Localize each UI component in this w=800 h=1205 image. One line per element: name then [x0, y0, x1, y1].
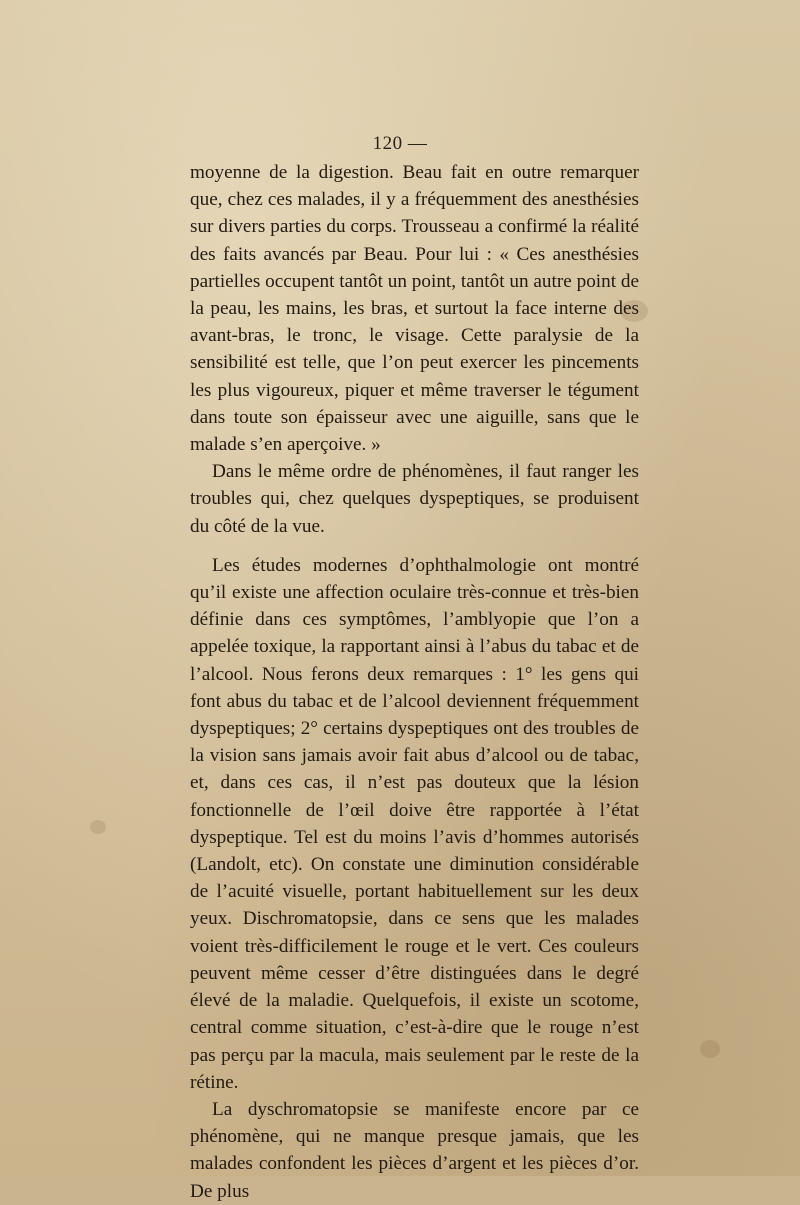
page-number: 120 —: [372, 133, 428, 154]
body-text: [190, 159, 639, 1205]
paragraph: Les études modernes d’ophthalmologie ont montré qu’il existe une affection oculaire très-connue et très-bien définie dans ces symptômes, l’amblyopie que l’on a appelée toxique, la rapportant ainsi à l’abus du tabac et de l’alcool. Nous ferons deux remarques : 1° les gens qui font abus du tabac et de l’alcool deviennent fréquemment dyspeptiques; 2° certains dyspeptiques ont des troubles de la vision sans jamais avoir fait abus d’alcool ou de tabac, et, dans ces cas, il n’est pas douteux que la lésion fonctionnelle de l’œil doive être rapportée à l’état dyspeptique. Tel est du moins l’avis d’hommes autorisés (Landolt, etc). On constate une diminution considérable de l’acuité visuelle, portant habituellement sur les deux yeux. Dischromatopsie, dans ce sens que les malades voient très-difficilement le rouge et le vert. Ces couleurs peuvent même cesser d’être distinguées dans le degré élevé de la maladie. Quelquefois, il existe un scotome, central comme situation, c’est-à-dire que le rouge n’est pas perçu par la macula, mais seulement par le reste de la rétine.: [190, 554, 639, 1093]
paragraph: Dans le même ordre de phénomènes, il faut ranger les troubles qui, chez quelques dyspeptiques, se produisent du côté de la vue.: [190, 461, 639, 537]
paragraph: moyenne de la digestion. Beau fait en outre remarquer que, chez ces malades, il y a fréquemment des anesthésies sur divers parties du corps. Trousseau a confirmé la réalité des faits avancés par Beau. Pour lui : « Ces anesthésies partielles occupent tantôt un point, tantôt un autre point de la peau, les mains, les bras, et surtout la face interne des avant-bras, le tronc, le visage. Cette paralysie de la sensibilité est telle, que l’on peut exercer les pincements les plus vigoureux, piquer et même traverser le tégument dans toute son épaisseur avec une aiguille, sans que le malade s’en aperçoive. »: [190, 162, 639, 456]
paper-stain: [90, 820, 106, 834]
paragraph: La dyschromatopsie se manifeste encore par ce phénomène, qui ne manque presque jamais, que les malades confondent les pièces d’argent et les pièces d’or. De plus: [190, 1098, 639, 1202]
paper-stain: [700, 1040, 720, 1058]
